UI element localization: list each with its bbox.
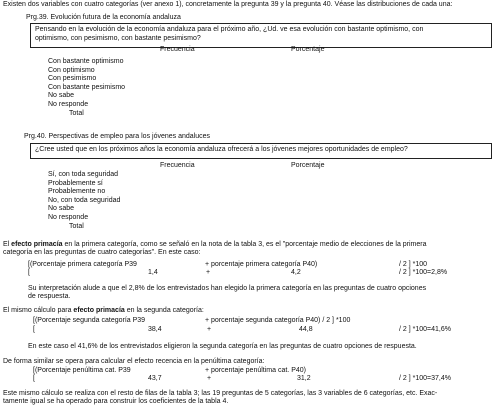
formula3-bracket: [	[33, 375, 35, 382]
paragraph-primacy-second: El mismo cálculo para efecto primacía en la segunda categoría:	[3, 307, 204, 314]
q40-question-box	[30, 143, 492, 159]
formula2-value-a: 38,4	[148, 326, 162, 333]
table-row-label: Con pesimismo	[48, 75, 97, 83]
formula2-left: [(Porcentaje segunda categoría P39	[33, 317, 146, 324]
formula3-result: / 2 ] *100=37,4%	[399, 375, 451, 382]
formula2-result: / 2 ] *100=41,6%	[399, 326, 451, 333]
formula3-value-a: 43,7	[148, 375, 162, 382]
formula3-left: [(Porcentaje penúltima cat. P39	[33, 367, 131, 374]
formula1-left: [(Porcentaje primera categoría P39	[28, 261, 137, 268]
q39-col-frequency: Frecuencia	[160, 46, 195, 53]
formula2-mid: + porcentaje segunda categoría P40) / 2 ] *100	[205, 317, 351, 324]
formula3-mid: + porcentaje penúltima cat. P40)	[205, 367, 306, 374]
intro-text: Existen dos variables con cuatro categorías (ver anexo 1), concretamente la pregunta 39 y la pregunta 40. Véase las distribuciones de cada una:	[3, 1, 453, 8]
paragraph-conclusion-line2: tamente igual se ha operado para construir los coeficientes de la tabla 4.	[3, 398, 229, 405]
q39-question-box	[30, 23, 492, 48]
table-row-label: Total	[69, 222, 84, 230]
formula1-mid: + porcentaje primera categoría P40)	[205, 261, 318, 268]
paragraph-recency: De forma similar se opera para calcular el efecto recencia en la penúltima categoría:	[3, 358, 265, 365]
paragraph-primacy-first: El efecto primacía en la primera categoría, como se señaló en la nota de la tabla 3, es el "porcentaje medio de elecciones de la primera	[3, 241, 427, 248]
formula3-value-b: 31,2	[297, 375, 311, 382]
formula1-value-b: 4,2	[291, 269, 301, 276]
table-row-label: No responde	[48, 214, 89, 221]
q39-title: Prg.39. Evolución futura de la economía andaluza	[26, 14, 181, 21]
table-row-label: Probablemente no	[48, 188, 106, 196]
formula1-bracket: [	[28, 269, 30, 276]
formula1-plus: +	[206, 269, 211, 276]
paragraph-primacy-first-line2: categoría en las preguntas de cuatro categorías". En este caso:	[3, 249, 201, 256]
table-row-label: Probablemente sí	[48, 179, 103, 187]
table-row-label: Con optimismo	[48, 66, 95, 74]
q40-col-percentage: Porcentaje	[291, 162, 325, 169]
table-row-label: Sí, con toda seguridad	[48, 171, 119, 178]
bold-term: efecto primacía	[11, 241, 63, 248]
q40-col-frequency: Frecuencia	[160, 162, 195, 169]
paragraph-interpretation-1-line2: de respuesta.	[28, 293, 71, 300]
formula1-result: / 2 ] *100=2,8%	[399, 269, 448, 276]
table-row-label: Con bastante pesimismo	[48, 83, 126, 91]
q39-question-line2: optimismo, con pesimismo, con bastante pesimismo?	[35, 35, 201, 42]
paragraph-interpretation-1: Su interpretación alude a que el 2,8% de los entrevistados han elegido la primera categoría en las preguntas de cuatro opciones	[28, 285, 427, 292]
formula2-value-b: 44,8	[299, 326, 313, 333]
table-row-label: No responde	[48, 101, 89, 108]
q40-question-line: ¿Cree usted que en los próximos años la economía andaluza ofrecerá a los jóvenes mejores oportunidades de empleo?	[35, 146, 408, 153]
table-row-label: No, con toda seguridad	[48, 196, 121, 204]
q39-question-line1: Pensando en la evolución de la economía andaluza para el próximo año, ¿Ud. ve esa evolución con bastante optimismo, con	[35, 26, 424, 33]
paragraph-conclusion: Este mismo cálculo se realiza con el resto de filas de la tabla 3; las 19 preguntas de 5 categorías, las 3 variables de 6 categorías, etc. Exac-	[3, 390, 438, 397]
q40-title: Prg.40. Perspectivas de empleo para los jóvenes andaluces	[24, 133, 210, 140]
table-row-label: No sabe	[48, 92, 75, 100]
formula1-right: / 2 ] *100	[399, 261, 428, 268]
table-row-label: Total	[69, 109, 84, 117]
bold-term: efecto primacía	[73, 307, 125, 314]
formula2-plus: +	[207, 326, 212, 333]
table-row-label: Con bastante optimismo	[48, 58, 124, 65]
paragraph-interpretation-2: En este caso el 41,6% de los entrevistados eligieron la segunda categoría en las preguntas de cuatro opciones de respuesta.	[28, 343, 417, 350]
table-row-label: No sabe	[48, 205, 75, 213]
formula2-bracket: [	[33, 326, 35, 333]
q39-col-percentage: Porcentaje	[291, 46, 325, 53]
formula3-plus: +	[207, 375, 212, 382]
formula1-value-a: 1,4	[148, 269, 158, 276]
